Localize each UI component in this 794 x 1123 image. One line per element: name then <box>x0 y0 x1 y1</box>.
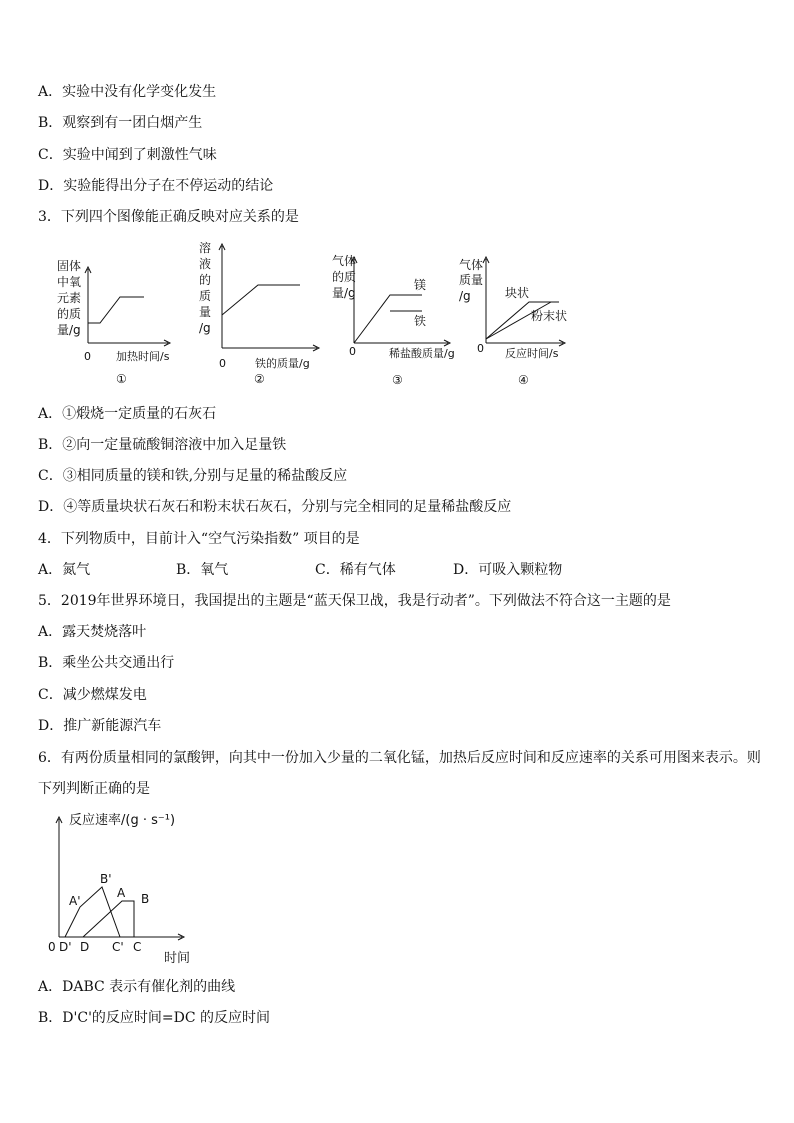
q6-point-d-prime: D' <box>59 940 72 954</box>
q6-origin: 0 <box>48 940 56 954</box>
q6-point-a: A <box>117 886 126 900</box>
graph1-ylabel-2: 元素 <box>57 291 82 305</box>
graph3-ylabel-2: 量/g <box>332 286 356 300</box>
q6-option-a: A．DABC 表示有催化剂的曲线 <box>38 979 236 995</box>
q3-stem: 3．下列四个图像能正确反映对应关系的是 <box>38 209 299 225</box>
graph2-caption: ② <box>254 372 265 386</box>
q2-option-c: C．实验中闻到了刺激性气味 <box>38 147 217 163</box>
q6-point-d: D <box>80 940 90 954</box>
graph1-origin: 0 <box>84 350 91 363</box>
graph2-ylabel-0: 溶 <box>199 241 212 255</box>
graph1-ylabel-0: 固体 <box>57 259 82 273</box>
graph1-ylabel-4: 量/g <box>57 323 81 337</box>
q3-option-a: A．①煅烧一定质量的石灰石 <box>38 406 217 422</box>
q2-option-a: A．实验中没有化学变化发生 <box>38 84 217 100</box>
q4-option-c: C．稀有气体 <box>315 562 396 578</box>
q6-point-c: C <box>133 940 142 954</box>
q2-option-d: D．实验能得出分子在不停运动的结论 <box>38 178 274 194</box>
graph2-xlabel: 铁的质量/g <box>255 357 310 370</box>
q6-stem-line1: 6．有两份质量相同的氯酸钾，向其中一份加入少量的二氧化锰，加热后反应时间和反应速率的关系可用图来表示。则 <box>38 750 761 766</box>
graph3-ylabel-1: 的质 <box>332 270 357 284</box>
graph2-ylabel-4: 量 <box>199 305 212 319</box>
graph2-ylabel-2: 的 <box>199 273 212 287</box>
q3-option-b: B．②向一定量硫酸铜溶液中加入足量铁 <box>38 437 287 453</box>
q3-graph-2 <box>195 240 335 390</box>
q3-graph-3 <box>328 245 468 395</box>
graph3-caption: ③ <box>392 373 403 387</box>
q3-graph-1 <box>50 250 200 400</box>
q3-option-d: D．④等质量块状石灰石和粉末状石灰石，分别与完全相同的足量稀盐酸反应 <box>38 499 512 515</box>
q6-option-b: B．D'C'的反应时间=DC 的反应时间 <box>38 1010 271 1026</box>
q4-option-d: D．可吸入颗粒物 <box>453 562 563 578</box>
q3-option-c: C．③相同质量的镁和铁,分别与足量的稀盐酸反应 <box>38 468 348 484</box>
graph4-ylabel-2: /g <box>459 289 471 303</box>
q4-option-a: A．氮气 <box>38 562 91 578</box>
graph1-ylabel-1: 中氧 <box>57 275 82 289</box>
q6-stem-line2: 下列判断正确的是 <box>38 781 150 797</box>
graph4-origin: 0 <box>477 342 484 355</box>
q6-point-b-prime: B' <box>100 872 112 886</box>
q5-stem: 5．2019年世界环境日，我国提出的主题是“蓝天保卫战，我是行动者”。下列做法不符合这一主题的是 <box>38 593 671 609</box>
graph4-label-powder: 粉末状 <box>531 309 568 323</box>
q5-option-b: B．乘坐公共交通出行 <box>38 655 175 671</box>
graph1-ylabel-3: 的质 <box>57 307 82 321</box>
q6-point-a-prime: A' <box>69 894 81 908</box>
q5-option-a: A．露天焚烧落叶 <box>38 624 147 640</box>
graph2-ylabel-3: 质 <box>199 289 212 303</box>
graph3-ylabel-0: 气体 <box>332 254 357 268</box>
graph1-caption: ① <box>116 372 127 386</box>
q3-graph-4 <box>455 245 585 395</box>
graph4-xlabel: 反应时间/s <box>505 347 559 360</box>
graph4-ylabel-0: 气体 <box>459 258 484 272</box>
graph3-label-fe: 铁 <box>414 314 427 328</box>
graph1-xlabel: 加热时间/s <box>116 350 170 363</box>
q6-graph-ylabel: 反应速率/(g · s⁻¹) <box>69 813 176 828</box>
q4-stem: 4．下列物质中，目前计入“空气污染指数” 项目的是 <box>38 531 360 547</box>
q6-point-b: B <box>141 892 150 906</box>
q6-graph <box>42 805 242 970</box>
graph4-label-block: 块状 <box>505 286 530 300</box>
q6-point-c-prime: C' <box>112 940 124 954</box>
q5-option-d: D．推广新能源汽车 <box>38 718 162 734</box>
graph3-label-mg: 镁 <box>414 278 427 292</box>
graph2-ylabel-1: 液 <box>199 257 212 271</box>
graph3-origin: 0 <box>349 345 356 358</box>
graph2-ylabel-5: /g <box>199 321 211 335</box>
graph4-ylabel-1: 质量 <box>459 273 484 287</box>
graph3-xlabel: 稀盐酸质量/g <box>389 347 455 360</box>
q4-option-b: B．氧气 <box>176 562 229 578</box>
graph4-caption: ④ <box>518 373 529 387</box>
graph2-origin: 0 <box>219 357 226 370</box>
q6-graph-xlabel: 时间 <box>164 951 191 966</box>
q5-option-c: C．减少燃煤发电 <box>38 687 147 703</box>
q2-option-b: B．观察到有一团白烟产生 <box>38 115 203 131</box>
